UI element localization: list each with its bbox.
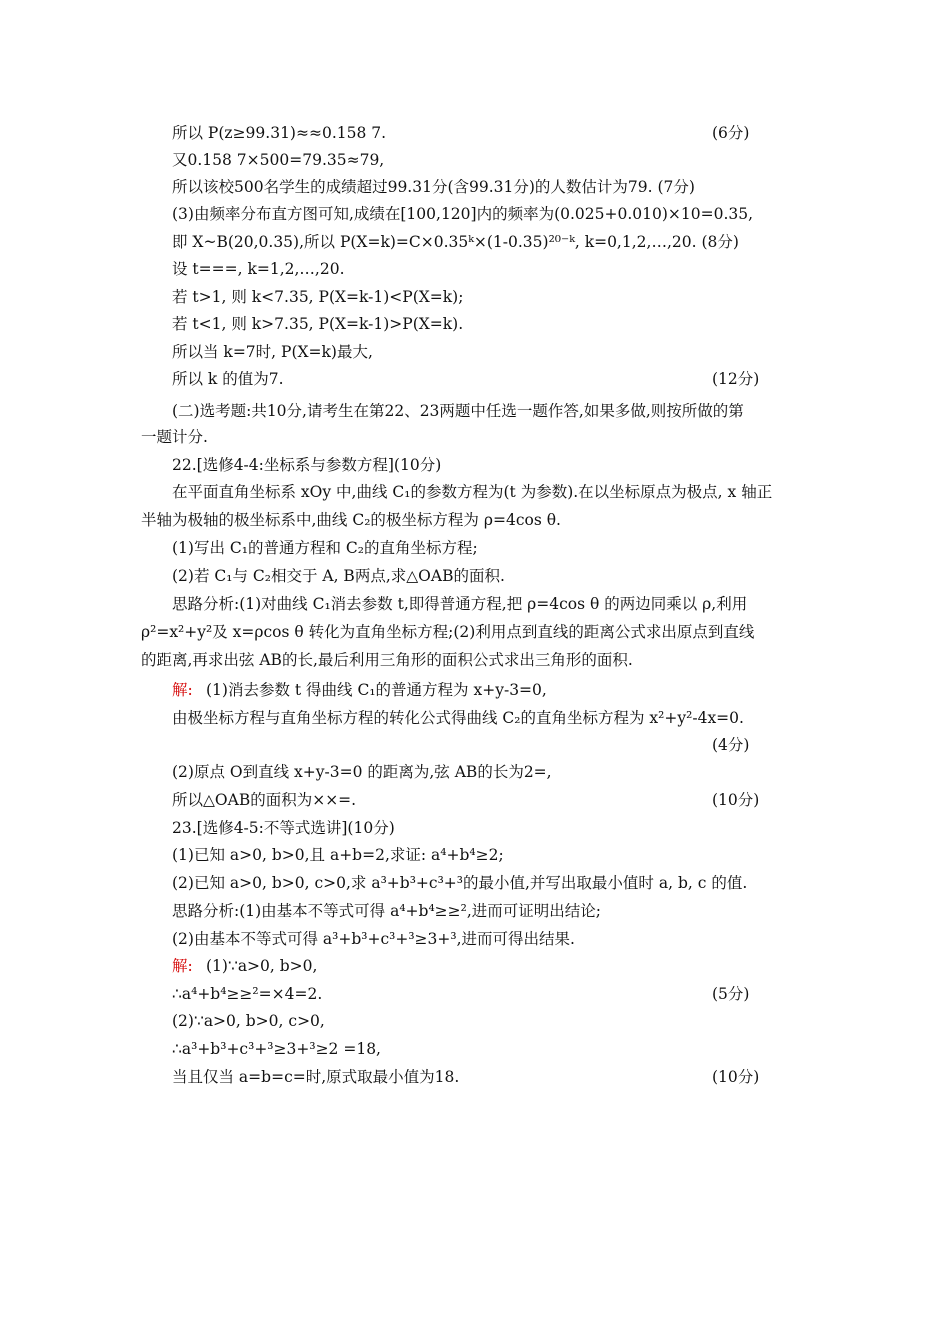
line-text: (2)由基本不等式可得 a³+b³+c³+³≥3+³,进而可得出结果. (172, 930, 575, 948)
text-line (172, 898, 812, 924)
text-line (172, 563, 812, 589)
line-text: 所以 P(z≥99.31)≈≈0.158 7. (172, 124, 387, 142)
line-text: ∴a⁴+b⁴≥≥²=×4=2. (172, 985, 323, 1003)
text-line (141, 619, 781, 645)
text-line (172, 174, 812, 200)
text-line (172, 398, 812, 424)
line-text: (2)原点 O到直线 x+y-3=0 的距离为,弦 AB的长为2=, (172, 763, 552, 781)
line-text: 所以当 k=7时, P(X=k)最大, (172, 343, 373, 361)
text-line (172, 366, 812, 392)
text-line (172, 842, 812, 868)
line-text: 22.[选修4-4:坐标系与参数方程](10分) (172, 456, 442, 474)
text-line (172, 201, 812, 227)
line-text: (2)若 C₁与 C₂相交于 A, B两点,求△OAB的面积. (172, 567, 505, 585)
line-text: 若 t>1, 则 k<7.35, P(X=k-1)<P(X=k); (172, 288, 464, 306)
text-line (172, 479, 812, 505)
solution-label: 解: (172, 957, 193, 975)
text-line (172, 339, 812, 365)
text-line (172, 1064, 812, 1090)
line-text: (2)∵a>0, b>0, c>0, (172, 1012, 325, 1030)
text-line (172, 1008, 812, 1034)
text-line (172, 677, 812, 703)
line-text: 即 X~B(20,0.35),所以 P(X=k)=C×0.35ᵏ×(1-0.35)²⁰⁻ᵏ, k=0,1,2,…,20. (8分) (172, 233, 739, 251)
text-line (172, 815, 812, 841)
line-text: 在平面直角坐标系 xOy 中,曲线 C₁的参数方程为(t 为参数).在以坐标原点为极点, x 轴正 (172, 483, 773, 501)
text-line (172, 732, 812, 758)
text-line (172, 591, 812, 617)
score-label: (4分) (712, 736, 750, 754)
text-line (172, 981, 812, 1007)
line-text: 所以该校500名学生的成绩超过99.31分(含99.31分)的人数估计为79. (7分) (172, 178, 695, 196)
text-line (172, 229, 812, 255)
text-line (172, 870, 812, 896)
score-label: (6分) (712, 124, 750, 142)
text-line (172, 311, 812, 337)
text-line (172, 284, 812, 310)
line-text: (二)选考题:共10分,请考生在第22、23两题中任选一题作答,如果多做,则按所做的第 (172, 402, 744, 420)
text-line (172, 452, 812, 478)
line-text: ρ²=x²+y²及 x=ρcos θ 转化为直角坐标方程;(2)利用点到直线的距离公式求出原点到直线 (141, 623, 755, 641)
text-line (172, 953, 812, 979)
score-label: (5分) (712, 985, 750, 1003)
line-text: (1)已知 a>0, b>0,且 a+b=2,求证: a⁴+b⁴≥2; (172, 846, 504, 864)
text-line (172, 256, 812, 282)
text-line (172, 705, 812, 731)
text-line (172, 759, 812, 785)
line-text: (1)∵a>0, b>0, (206, 957, 318, 975)
line-text: ∴a³+b³+c³+³≥3+³≥2 =18, (172, 1040, 381, 1058)
line-text: 思路分析:(1)由基本不等式可得 a⁴+b⁴≥≥²,进而可证明出结论; (172, 902, 602, 920)
solution-label: 解: (172, 681, 193, 699)
line-text: 由极坐标方程与直角坐标方程的转化公式得曲线 C₂的直角坐标方程为 x²+y²-4x=0. (172, 709, 744, 727)
score-label: (10分) (712, 791, 760, 809)
line-text: (3)由频率分布直方图可知,成绩在[100,120]内的频率为(0.025+0.010)×10=0.35, (172, 205, 754, 223)
line-text: 半轴为极轴的极坐标系中,曲线 C₂的极坐标方程为 ρ=4cos θ. (141, 511, 561, 529)
line-text: (1)消去参数 t 得曲线 C₁的普通方程为 x+y-3=0, (206, 681, 547, 699)
line-text: (2)已知 a>0, b>0, c>0,求 a³+b³+c³+³的最小值,并写出取最小值时 a, b, c 的值. (172, 874, 748, 892)
line-text: 当且仅当 a=b=c=时,原式取最小值为18. (172, 1068, 460, 1086)
line-text: 又0.158 7×500=79.35≈79, (172, 151, 385, 169)
line-text: 若 t<1, 则 k>7.35, P(X=k-1)>P(X=k). (172, 315, 464, 333)
score-label: (12分) (712, 370, 760, 388)
text-line (172, 120, 812, 146)
text-line (141, 647, 781, 673)
score-label: (10分) (712, 1068, 760, 1086)
line-text: 23.[选修4-5:不等式选讲](10分) (172, 819, 395, 837)
line-text: 所以△OAB的面积为××=. (172, 791, 357, 809)
text-line (141, 424, 781, 450)
line-text: (1)写出 C₁的普通方程和 C₂的直角坐标方程; (172, 539, 478, 557)
text-line (172, 787, 812, 813)
line-text: 一题计分. (141, 428, 208, 446)
line-text: 思路分析:(1)对曲线 C₁消去参数 t,即得普通方程,把 ρ=4cos θ 的两边同乘以 ρ,利用 (172, 595, 748, 613)
text-line (172, 535, 812, 561)
line-text: 设 t===, k=1,2,…,20. (172, 260, 345, 278)
text-line (172, 1036, 812, 1062)
line-text: 的距离,再求出弦 AB的长,最后利用三角形的面积公式求出三角形的面积. (141, 651, 633, 669)
line-text: 所以 k 的值为7. (172, 370, 284, 388)
text-line (172, 147, 812, 173)
text-line (172, 926, 812, 952)
text-line (141, 507, 781, 533)
